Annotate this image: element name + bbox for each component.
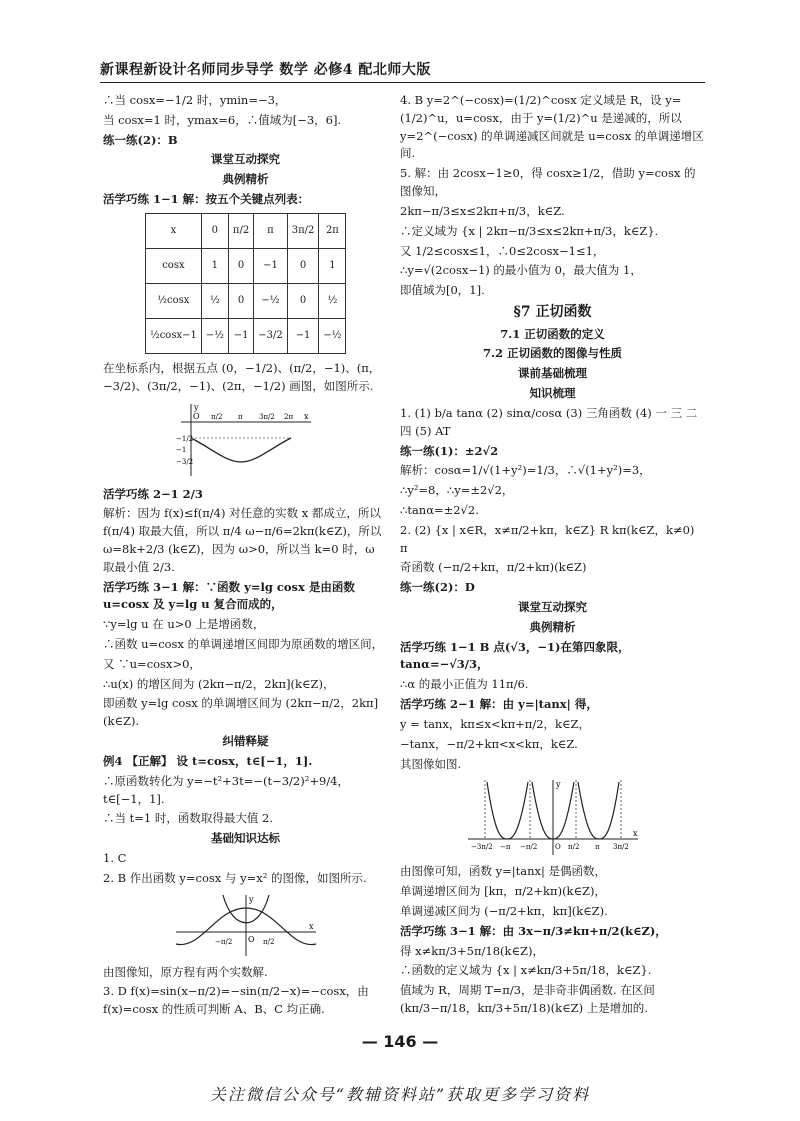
tick-label: 3π/2 <box>258 412 275 421</box>
text-line: 值域为 R，周期 T=π/3，是非奇非偶函数. 在区间 (kπ/3−π/18，kπ/3+5π/18)(k∈Z) 上是增加的. <box>400 983 655 1015</box>
cos-graph-figure <box>176 400 316 480</box>
tick-label: −π/2 <box>519 843 537 852</box>
axis-label: y <box>248 894 254 904</box>
answer-line: 1. (1) b/a tanα (2) sinα/cosα (3) 三角函数 (4) 一 三 二 四 (5) AT <box>400 405 698 438</box>
answer-line: 3. D f(x)=sin(x−π/2)=−sin(π/2−x)=−cosx，由 f(x)=cosx 的性质可判断 A、B、C 均正确. <box>103 984 369 1017</box>
exercise-answer: 练一练(2)：B <box>103 132 178 147</box>
tick-label: O <box>192 411 200 421</box>
text-line: 即函数 y=lg cosx 的单调增区间为 (2kπ−π/2，2kπ](k∈Z). <box>103 696 379 729</box>
section-heading: 纠错释疑 <box>222 734 269 749</box>
right-column <box>400 92 705 1020</box>
table-cell: 1 <box>319 248 346 283</box>
answer-line: 5. 解：由 2cosx−1≥0，得 cosx≥1/2，借助 y=cosx 的图像知， <box>400 166 696 199</box>
answer-line: 1. C <box>103 850 127 865</box>
table-cell: ½ <box>201 283 228 318</box>
text-line: −tanx，−π/2+kπ<x<kπ，k∈Z. <box>400 736 578 751</box>
text-line: ∴原函数转化为 y=−t²+3t=−(t−3/2)²+9/4，t∈[−1，1]. <box>103 773 349 806</box>
answer-line: 2. (2) {x | x∈R，x≠π/2+kπ，k∈Z} R kπ(k∈Z，k≠0) π <box>400 522 695 555</box>
text-line: 2kπ−π/3≤x≤2kπ+π/3，k∈Z. <box>400 203 565 218</box>
table-row <box>146 213 346 248</box>
text-line: ∴当 cosx=−1/2 时，ymin=−3， <box>103 93 287 107</box>
page-header: 新课程新设计名师同步导学 数学 必修4 配北师大版 <box>100 60 705 83</box>
exercise-answer: 练一练(2)：D <box>400 580 475 595</box>
left-column <box>103 92 388 1021</box>
table-cell: 1 <box>201 248 228 283</box>
example-heading: 例4 【正解】 设 t=cosx，t∈[−1，1]. <box>103 753 313 768</box>
tick-label: 2π <box>283 412 293 421</box>
tick-label: π <box>237 412 243 421</box>
text-line: 又 ∵u=cosx>0， <box>103 656 201 671</box>
axis-label: y <box>193 402 199 412</box>
exercise-heading: 活学巧练 3−1 解：∵函数 y=lg cosx 是由函数 u=cosx 及 y=lg u 复合而成的， <box>103 579 355 612</box>
section-heading: 基础知识达标 <box>211 831 280 846</box>
exercise-heading: 活学巧练 2−1 2/3 <box>103 486 203 501</box>
text-line: 当 cosx=1 时，ymax=6，∴值域为[−3，6]. <box>103 112 342 127</box>
text-line: 解析：cosα=1/√(1+y²)=1/3，∴√(1+y²)=3， <box>400 463 651 478</box>
lesson-title: 7.2 正切函数的图像与性质 <box>482 346 622 361</box>
text-line: ∴定义域为 {x | 2kπ−π/3≤x≤2kπ+π/3，k∈Z}. <box>400 223 659 238</box>
tick-label: π/2 <box>567 843 579 852</box>
table-cell: 0 <box>287 248 319 283</box>
table-cell: ½ <box>319 283 346 318</box>
table-row <box>146 248 346 283</box>
tick-label: −3π/2 <box>470 843 493 852</box>
exercise-heading: 活学巧练 1−1 解：按五个关键点列表： <box>103 192 310 207</box>
text-line: ∴y²=8，∴y=±2√2， <box>400 483 514 498</box>
text-line: ∴tanα=±2√2. <box>400 502 479 517</box>
curve <box>191 438 291 462</box>
tick-label: −1 <box>175 445 186 454</box>
answer-line: 2. B 作出函数 y=cosx 与 y=x² 的图像，如图所示. <box>103 870 367 885</box>
text-line: ∴u(x) 的增区间为 (2kπ−π/2，2kπ](k∈Z)， <box>103 676 335 691</box>
answer-line: 4. B y=2^(−cosx)=(1/2)^cosx 定义域是 R，设 y=(1/2)^u，u=cosx，由于 y=(1/2)^u 是递减的，所以 y=2^(−cosx) 的单调递减区间就是 u=cosx 的单调递增区间. <box>400 93 704 161</box>
table-cell: x <box>146 213 202 248</box>
text-line: 奇函数 (−π/2+kπ，π/2+kπ)(k∈Z) <box>400 560 587 575</box>
chapter-title: §7 正切函数 <box>513 303 592 320</box>
abs-tan-figure <box>463 777 643 857</box>
table-cell: ½cosx−1 <box>146 318 202 353</box>
tick-label: O <box>247 934 255 944</box>
cos-parabola-figure <box>171 892 321 958</box>
text-line: y = tanx，kπ≤x<kπ+π/2，k∈Z， <box>400 716 590 731</box>
section-heading: 课堂互动探究 <box>211 152 280 167</box>
curve-branch <box>578 782 619 839</box>
exercise-heading: 活学巧练 1−1 B 点(√3，−1)在第四象限，tanα=−√3/3， <box>400 639 630 672</box>
text-line: 在坐标系内，根据五点 (0，−1/2)、(π/2，−1)、(π，−3/2)、(3π/2，−1)、(2π，−1/2) 画图，如图所示. <box>103 360 381 393</box>
text-line: 又 1/2≤cosx≤1，∴0≤2cosx−1≤1， <box>400 243 605 258</box>
table-cell: −½ <box>319 318 346 353</box>
tick-label: π/2 <box>210 412 222 421</box>
text-line: 解析：因为 f(x)≤f(π/4) 对任意的实数 x 都成立，所以 f(π/4) 取最大值，所以 π/4 ω−π/6=2kπ(k∈Z)，所以 ω=8k+2/3 (k∈Z)，因为 ω>0，所以当 k=0 时，ω 取最小值 2/3. <box>103 506 382 574</box>
table-cell: −1 <box>254 248 287 283</box>
axis-label: x <box>632 829 638 839</box>
section-subheading: 典例精析 <box>529 619 576 634</box>
text-line: 其图像如图. <box>400 756 462 771</box>
axis-label: x <box>303 411 309 421</box>
table-row <box>146 318 346 353</box>
table-cell: −1 <box>228 318 253 353</box>
table-cell: ½cosx <box>146 283 202 318</box>
page-number: — 146 — <box>361 1032 439 1051</box>
lesson-title: 7.1 正切函数的定义 <box>500 326 605 341</box>
exercise-heading: 活学巧练 2−1 解：由 y=|tanx| 得， <box>400 697 598 712</box>
tick-label: π <box>594 843 600 852</box>
text-line: 由图像知，原方程有两个实数解. <box>103 964 268 979</box>
text-line: ∴当 t=1 时，函数取得最大值 2. <box>103 811 274 826</box>
text-line: ∴y=√(2cosx−1) 的最小值为 0，最大值为 1， <box>400 263 642 278</box>
table-cell: −1 <box>287 318 319 353</box>
table-row <box>146 283 346 318</box>
text-line: ∴函数的定义域为 {x | x≠kπ/3+5π/18，k∈Z}. <box>400 963 652 978</box>
table-cell: 2π <box>319 213 346 248</box>
tick-label: −3/2 <box>175 457 193 466</box>
key-points-table <box>145 213 346 354</box>
section-heading: 课前基础梳理 <box>518 366 587 381</box>
table-cell: 3π/2 <box>287 213 319 248</box>
table-cell: −½ <box>254 283 287 318</box>
text-line: ∴α 的最小正值为 11π/6. <box>400 677 529 692</box>
table-cell: π <box>254 213 287 248</box>
text-line: ∵y=lg u 在 u>0 上是增函数， <box>103 617 265 632</box>
text-line: 单调递减区间为 (−π/2+kπ，kπ](k∈Z). <box>400 903 608 918</box>
axis-label: x <box>308 921 314 931</box>
tick-label: O <box>554 843 561 852</box>
tick-label: −1/2 <box>175 434 193 443</box>
section-subheading: 知识梳理 <box>529 386 576 401</box>
text-line: 得 x≠kπ/3+5π/18(k∈Z)， <box>400 943 544 958</box>
table-cell: −3/2 <box>254 318 287 353</box>
table-cell: 0 <box>201 213 228 248</box>
tick-label: −π/2 <box>214 937 232 946</box>
footer-note: 关注微信公众号“教辅资料站”获取更多学习资料 <box>209 1085 591 1104</box>
table-cell: π/2 <box>228 213 253 248</box>
curve-branch <box>487 782 528 839</box>
axis-label: y <box>555 780 561 790</box>
table-cell: −½ <box>201 318 228 353</box>
tick-label: 3π/2 <box>612 843 629 852</box>
text-line: ∴函数 u=cosx 的单调递增区间即为原函数的增区间， <box>103 637 384 651</box>
tick-label: −π <box>499 843 510 852</box>
section-subheading: 典例精析 <box>222 172 269 187</box>
table-cell: 0 <box>228 283 253 318</box>
section-heading: 课堂互动探究 <box>518 600 587 614</box>
exercise-heading: 活学巧练 3−1 解：由 3x−π/3≠kπ+π/2(k∈Z)， <box>400 923 667 938</box>
text-line: 单调递增区间为 [kπ，π/2+kπ)(k∈Z)， <box>400 884 607 899</box>
text-line: 由图像可知，函数 y=|tanx| 是偶函数， <box>400 864 607 879</box>
table-cell: cosx <box>146 248 202 283</box>
tick-label: π/2 <box>262 937 274 946</box>
text-line: 即值域为[0，1]. <box>400 283 485 298</box>
exercise-answer: 练一练(1)：±2√2 <box>400 443 499 458</box>
table-cell: 0 <box>287 283 319 318</box>
table-cell: 0 <box>228 248 253 283</box>
